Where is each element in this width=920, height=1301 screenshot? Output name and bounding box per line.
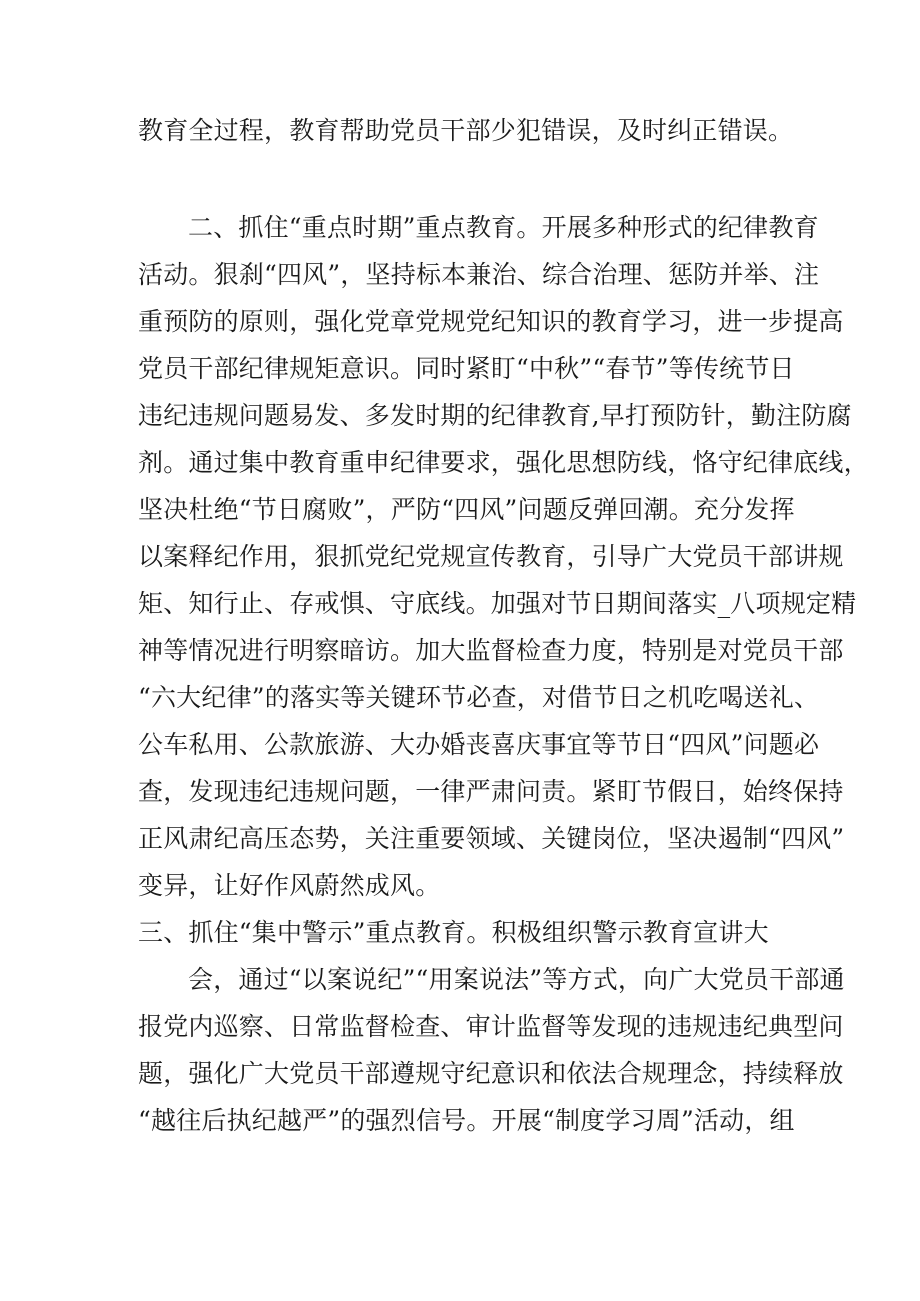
text-line: 二、抓住“重点时期”重点教育。开展多种形式的纪律教育 xyxy=(188,213,819,242)
text-line: 剂。通过集中教育重申纪律要求，强化思想防线，恪守纪律底线， xyxy=(138,448,869,477)
text-line: 正风肃纪高压态势，关注重要领域、关键岗位，坚决遏制“四风” xyxy=(138,824,845,853)
text-line: 神等情况进行明察暗访。加大监督检查力度，特别是对党员干部 xyxy=(138,636,844,665)
text-line: 题，强化广大党员干部遵规守纪意识和依法合规理念，持续释放 xyxy=(138,1059,844,1088)
text-line: 变异，让好作风蔚然成风。 xyxy=(138,871,441,900)
text-line: “六大纪律”的落实等关键环节必查，对借节日之机吃喝送礼、 xyxy=(138,683,820,712)
text-line: 坚决杜绝“节日腐败”，严防“四风”问题反弹回潮。充分发挥 xyxy=(138,495,795,524)
text-line: 矩、知行止、存戒惧、守底线。加强对节日期间落实_八项规定精 xyxy=(138,589,857,618)
text-line: 教育全过程，教育帮助党员干部少犯错误，及时纠正错误。 xyxy=(138,116,794,145)
text-line: 三、抓住“集中警示”重点教育。积极组织警示教育宣讲大 xyxy=(138,918,769,947)
text-line: 违纪违规问题易发、多发时期的纪律教育,早打预防针，勤注防腐 xyxy=(138,401,852,430)
text-line: 重预防的原则，强化党章党规党纪知识的教育学习，进一步提高 xyxy=(138,307,844,336)
text-line: 公车私用、公款旅游、大办婚丧喜庆事宜等节日“四风”问题必 xyxy=(138,730,820,759)
text-line: 以案释纪作用，狠抓党纪党规宣传教育，引导广大党员干部讲规 xyxy=(138,542,844,571)
text-line: 查，发现违纪违规问题，一律严肃问责。紧盯节假日，始终保持 xyxy=(138,777,844,806)
text-line: “越往后执纪越严”的强烈信号。开展“制度学习周”活动，组 xyxy=(138,1106,795,1135)
text-line: 党员干部纪律规矩意识。同时紧盯“中秋”“春节”等传统节日 xyxy=(138,354,795,383)
text-line: 报党内巡察、日常监督检查、审计监督等发现的违规违纪典型问 xyxy=(138,1012,844,1041)
text-line: 会，通过“以案说纪”“用案说法”等方式，向广大党员干部通 xyxy=(188,965,845,994)
text-line: 活动。狠刹“四风”，坚持标本兼治、综合治理、惩防并举、注 xyxy=(138,260,820,289)
